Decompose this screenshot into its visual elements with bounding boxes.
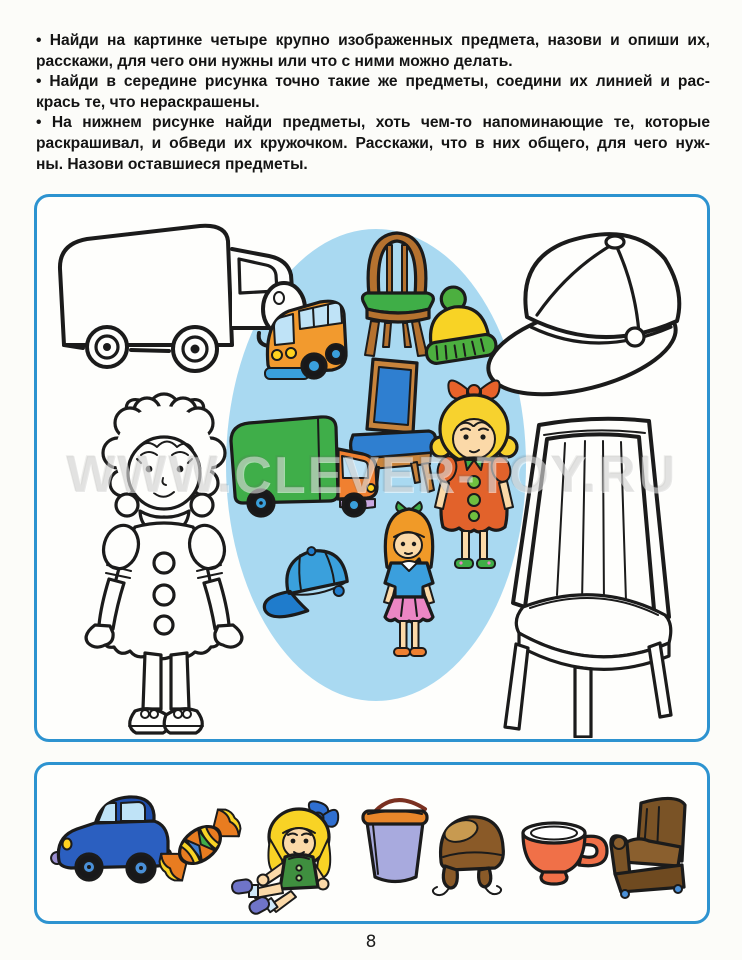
ushanka-hat-illustration xyxy=(433,816,503,895)
main-picture xyxy=(37,197,706,738)
instruction-line: • На нижнем рисунке найди предметы, хоть чем-то напоминающие те, которые xyxy=(36,114,710,132)
instruction-line: ны. Назови оставшиеся предметы. xyxy=(36,155,308,173)
similar-objects-strip xyxy=(34,762,710,924)
instruction-line: расскажи, для чего они нужны или что с ними можно делать. xyxy=(36,52,513,70)
armchair-illustration xyxy=(611,798,685,898)
blue-car-illustration xyxy=(50,797,171,882)
instruction-line: • Найди в середине рисунка точно такие же предметы, соедини их линией и рас- xyxy=(36,73,710,91)
bucket-illustration xyxy=(363,800,427,881)
instruction-line: • Найди на картинке четыре крупно изображенных предмета, назови и опиши их, xyxy=(36,32,710,49)
cup-illustration xyxy=(523,823,607,884)
doll-outline-illustration xyxy=(86,394,242,733)
main-picture-frame xyxy=(34,194,710,742)
cap-outline-illustration xyxy=(479,234,685,411)
instructions-text xyxy=(36,31,710,175)
chair-outline-illustration xyxy=(505,419,671,737)
page-number: 8 xyxy=(365,932,377,952)
sitting-doll-illustration xyxy=(231,801,338,916)
instruction-line: раскрашивал, и обведи их кружочком. Расскажи, что в них общего, для чего нуж- xyxy=(36,134,710,152)
instruction-line: крась те, что нераскрашены. xyxy=(36,93,260,111)
bottom-row-picture xyxy=(37,765,706,920)
